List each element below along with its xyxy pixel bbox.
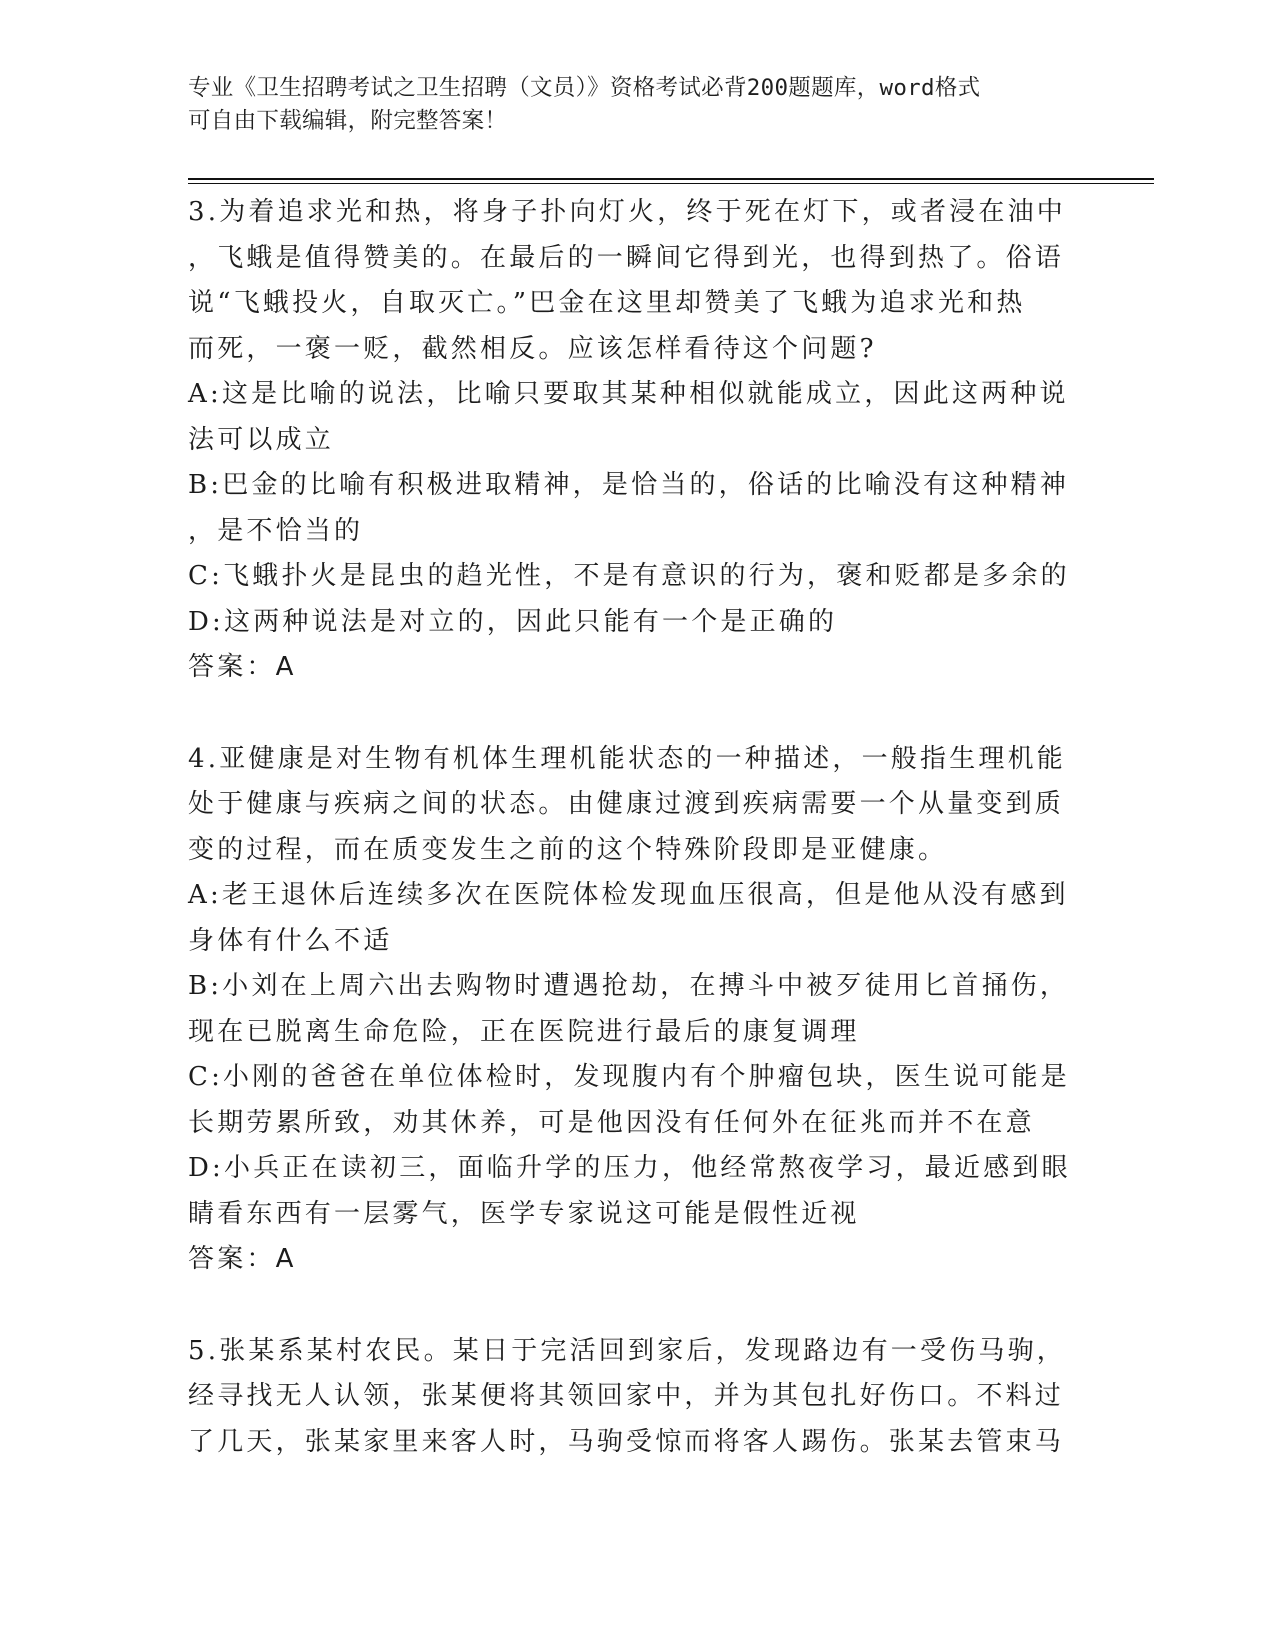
page-header: [188, 72, 1088, 138]
answer-line: 答案：A: [188, 652, 297, 682]
spacer: [188, 1283, 1088, 1329]
question-stem-line: 了几天，张某家里来客人时，马驹受惊而将客人踢伤。张某去管束马: [188, 1426, 1065, 1457]
header-line-1: 专业《卫生招聘考试之卫生招聘（文员）》资格考试必背200题题库，word格式: [188, 75, 981, 101]
option-line: D:小兵正在读初三，面临升学的压力，他经常熬夜学习，最近感到眼: [188, 1153, 1071, 1183]
question-4: [188, 737, 1088, 1283]
question-stem-line: 而死，一褒一贬，截然相反。应该怎样看待这个问题?: [188, 333, 877, 364]
question-list: [188, 190, 1088, 1465]
question-3: [188, 190, 1088, 691]
question-stem-line: 变的过程，而在质变发生之前的这个特殊阶段即是亚健康。: [188, 834, 948, 865]
option-line: 长期劳累所致，劝其休养，可是他因没有任何外在征兆而并不在意: [188, 1107, 1035, 1138]
option-line: A:这是比喻的说法，比喻只要取其某种相似就能成立，因此这两种说: [188, 379, 1069, 409]
spacer: [188, 691, 1088, 737]
option-line: C:小刚的爸爸在单位体检时，发现腹内有个肿瘤包块，医生说可能是: [188, 1062, 1070, 1092]
option-line: 睛看东西有一层雾气，医学专家说这可能是假性近视: [188, 1198, 860, 1229]
option-line: C:飞蛾扑火是昆虫的趋光性，不是有意识的行为，褒和贬都是多余的: [188, 561, 1070, 591]
option-line: ，是不恰当的: [188, 515, 364, 546]
option-line: 身体有什么不适: [188, 925, 393, 956]
header-rule-thin: [188, 183, 1154, 184]
question-stem-line: 3.为着追求光和热，将身子扑向灯火，终于死在灯下，或者浸在油中: [188, 197, 1067, 227]
option-line: D:这两种说法是对立的，因此只能有一个是正确的: [188, 606, 838, 637]
question-stem-line: 经寻找无人认领，张某便将其领回家中，并为其包扎好伤口。不料过: [188, 1381, 1065, 1411]
question-stem-line: 处于健康与疾病之间的状态。由健康过渡到疾病需要一个从量变到质: [188, 789, 1065, 819]
header-line-2: 可自由下载编辑，附完整答案！: [188, 108, 508, 134]
option-line: A:老王退休后连续多次在医院体检发现血压很高，但是他从没有感到: [188, 880, 1069, 910]
question-stem-line: 说“飞蛾投火，自取灭亡。”巴金在这里却赞美了飞蛾为追求光和热: [188, 288, 1026, 318]
answer-line: 答案：A: [188, 1244, 297, 1274]
header-rule-thick: [188, 178, 1154, 180]
option-line: B:小刘在上周六出去购物时遭遇抢劫，在搏斗中被歹徒用匕首捅伤，: [188, 971, 1070, 1001]
option-line: B:巴金的比喻有积极进取精神，是恰当的，俗话的比喻没有这种精神: [188, 470, 1070, 500]
question-5: [188, 1329, 1088, 1466]
question-stem-line: 4.亚健康是对生物有机体生理机能状态的一种描述，一般指生理机能: [188, 743, 1067, 774]
question-stem-line: 5.张某系某村农民。某日于完活回到家后，发现路边有一受伤马驹，: [188, 1335, 1067, 1366]
option-line: 法可以成立: [188, 424, 335, 455]
question-stem-line: ，飞蛾是值得赞美的。在最后的一瞬间它得到光，也得到热了。俗语: [188, 242, 1065, 273]
option-line: 现在已脱离生命危险，正在医院进行最后的康复调理: [188, 1016, 860, 1047]
